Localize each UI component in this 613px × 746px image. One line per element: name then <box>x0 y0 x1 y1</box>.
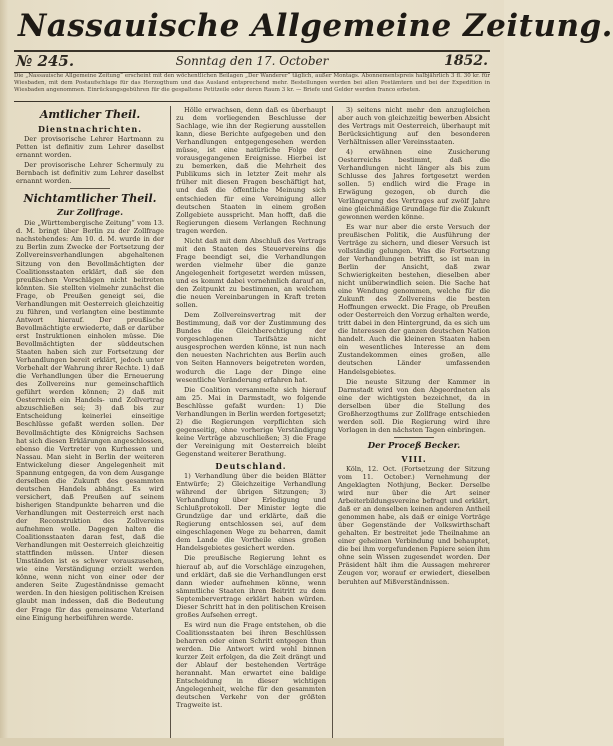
article-paragraph: Hölle erwachsen, denn daß es überhaupt zu dem vorliegenden Beschlusse der Sachlage, wie ihn der Regierung ausstellen kann, diese Berichte aufgegeben und den Verhandlungen entgegengesehen werden müsse, ist eine natürliche Folge der vorausgegangenen Ereignisse. Hierbei ist zu bemerken, daß die Mehrheit des Publikums sich in letzter Zeit mehr als früher mit diesen Fragen beschäftigt hat, und daß die öffentliche Meinung sich entschieden für eine Vereinigung aller deutschen Staaten in einem großen Zollgebiete ausspricht. Man hofft, daß die Regierungen diesem Verlangen Rechnung tragen werden. <box>176 106 326 235</box>
issue-number: № 245. <box>16 52 75 70</box>
article-paragraph: Es wird nun die Frage entstehen, ob die Coalitionsstaaten bei ihren Beschlüssen beharren oder einen Schritt entgegen thun werden. Die Antwort wird wohl binnen kurzer Zeit erfolgen, da die Zeit drängt und der Ablauf der bestehenden Verträge herannaht. Man erwartet eine baldige Entscheidung in dieser wichtigen Angelegenheit, welche für den gesammten deutschen Verkehr von der größten Tragweite ist. <box>176 620 326 710</box>
section-heading-official: Amtlicher Theil. <box>39 108 141 121</box>
article-paragraph: Es war nur aber die erste Versuch der preußischen Politik, die Ausführung der Verträge zu sichern, und dieser Versuch ist vollständig gelungen. Was die Fortsetzung der Verhandlungen betrifft, so ist man in Berlin der Ansicht, daß zwar Schwierigkeiten bestehen, dieselben aber nicht unüberwindlich seien. Die Sache hat eine Wendung genommen, welche für die Zukunft des Zollvereins die besten Hoffnungen erweckt. Die Frage, ob Preußen oder Oesterreich den Vorzug erhalten werde, tritt dabei in den Hintergrund, da es sich um die Interessen der ganzen deutschen Nation handelt. Auch die kleineren Staaten haben ein wesentliches Interesse an dem Zustandekommen eines großen, alle deutschen Länder umfassenden Handelsgebietes. <box>338 222 490 376</box>
subheading-germany: Deutschland. <box>215 461 287 472</box>
article-paragraph: Dem Zollvereinsvertrag mit der Bestimmung, daß vor der Zustimmung des Bundes die Gleichberechtigung der vorgeschlagenen Tarifsätze nicht ausgesprochen werden könne, ist nun nach den neuesten Nachrichten aus Berlin auch von Seiten Hannovers beigetreten worden, wodurch die Lage der Dinge eine wesentliche Veränderung erfahren hat. <box>176 311 326 384</box>
dateline <box>14 50 490 73</box>
section-heading-unofficial: Nichtamtlicher Theil. <box>23 192 157 206</box>
newspaper-masthead: Nassauische Allgemeine Zeitung. <box>18 8 613 44</box>
article-paragraph: Die preußische Regierung lehnt es hierauf ab, auf die Vorschläge einzugehen, und erklärt, daß sie die Verhandlungen erst dann wieder aufnehmen könne, wenn sämmtliche Staaten ihren Beitritt zu dem Septembervertrage erklärt haben würden. Dieser Schritt hat in den politischen Kreisen großes Aufsehen erregt. <box>176 554 326 619</box>
article-paragraph: Die Coalition versammelte sich hierauf am 25. Mai in Darmstadt, wo folgende Beschlüsse gefaßt wurden: 1) Die Verhandlungen in Berlin werden fortgesetzt; 2) die Regierungen verpflichten sich gegenseitig, ohne vorherige Verständigung keine Verträge abzuschließen; 3) die Frage der Vereinigung mit Oesterreich bleibt Gegenstand weiterer Berathung. <box>176 385 326 458</box>
issue-date: Sonntag den 17. October <box>175 54 329 68</box>
column-rule <box>170 106 171 740</box>
article-paragraph: 3) seitens nicht mehr den anzugleichen aber auch von gleichzeitig bewerben Absicht des Vertrags mit Oesterreich, überhaupt mit Berücksichtigung auf den besonderen Verhältnissen aller Vereinsstaaten. <box>338 106 490 147</box>
article-paragraph: Der provisorische Lehrer Hartmann zu Petten ist definitiv zum Lehrer daselbst ernannt worden. <box>16 135 164 160</box>
page-bottom-edge <box>0 738 504 746</box>
article-paragraph: Nicht daß mit dem Abschluß des Vertrags mit den Staaten des Steuervereins die Frage beendigt sei, die Verhandlungen werden vielmehr über die ganze Angelegenheit fortgesetzt werden müssen, und es kommt dabei vornehmlich darauf an, den Zeitpunkt zu bestimmen, an welchem die neuen Vereinbarungen in Kraft treten sollen. <box>176 236 326 310</box>
column-middle <box>176 106 326 740</box>
article-paragraph: Die „Württembergische Zeitung“ vom 13. d. M. bringt über Berlin zu der Zollfrage nachstehendes: Am 10. d. M. wurde in der zu Berlin zum Zwecke der Fortsetzung der Zollvereinsverhandlungen abgehaltenen Sitzung von den Bevollmächtigten der Coalitionsstaaten erklärt, daß sie den preußischen Vorschlägen nicht beitreten könnten. Sie stellten vielmehr zunächst die Frage, ob Preußen geneigt sei, die Verhandlungen mit Oesterreich gleichzeitig zu führen, und verlangten eine bestimmte Antwort hierauf. Der preußische Bevollmächtigte erwiederte, daß er darüber erst Instruktionen einholen müsse. Die Bevollmächtigten der süddeutschen Staaten haben sich zur Fortsetzung der Verhandlungen bereit erklärt, jedoch unter Vorbehalt der Wahrung ihrer Rechte. 1) daß die Verhandlungen über die Erneuerung des Zollvereins nur gemeinschaftlich geführt werden können; 2) daß mit Oesterreich ein Handels- und Zollvertrag abzuschließen sei; 3) daß bis zur Entscheidung keinerlei einseitige Beschlüsse gefaßt werden sollen. Der Bevollmächtigte des Königreichs Sachsen hat sich diesen Erklärungen angeschlossen, ebenso die Vertreter von Kurhessen und Nassau. Man sieht in Berlin der weiteren Entwickelung dieser Angelegenheit mit Spannung entgegen, da von dem Ausgange derselben die Zukunft des gesammten deutschen Handels abhängt. Es wird versichert, daß Preußen auf seinem bisherigen Standpunkte beharren und die Verhandlungen mit Oesterreich erst nach der Reconstruktion des Zollvereins aufnehmen wolle. Dagegen halten die Coalitionsstaaten daran fest, daß die Verhandlungen mit Oesterreich gleichzeitig stattfinden müssen. Unter diesen Umständen ist es schwer vorauszusehen, wie eine Verständigung erzielt werden könne, wenn nicht von einer oder der anderen Seite Zugeständnisse gemacht werden. In den hiesigen politischen Kreisen glaubt man indessen, daß die Bedeutung der Frage für das gemeinsame Vaterland eine Einigung herbeiführen werde. <box>16 219 164 622</box>
article-paragraph: Die neuste Sitzung der Kammer in Darmstadt wird von den Abgeordneten als eine der wichtigsten bezeichnet, da in derselben über die Stellung des Großherzogthums zur Zollfrage entschieden werden soll. Die Regierung wird ihre Vorlagen in den nächsten Tagen einbringen. <box>338 377 490 434</box>
column-right <box>338 106 490 740</box>
article-paragraph: Köln, 12. Oct. (Fortsetzung der Sitzung vom 11. October.) Vernehmung der Angeklagten Nothjung, Becker. Derselbe wird nur über die Art seiner Arbeiterbildungsvereine befragt und erklärt, daß er an denselben keinen anderen Antheil genommen habe, als daß er einige Vorträge über Gegenstände der Volkswirthschaft gehalten. Er bestreitet jede Theilnahme an einer geheimen Verbindung und behauptet, die bei ihm vorgefundenen Papiere seien ihm ohne sein Wissen zugesendet worden. Der Präsident hält ihm die Aussagen mehrerer Zeugen vor, worauf er erwiedert, dieselben beruhten auf Mißverständnissen. <box>338 464 490 586</box>
column-rule <box>332 106 333 740</box>
page-edge <box>0 0 8 746</box>
article-paragraph: 4) erwähnen eine Zusicherung Oesterreichs bestimmt, daß die Verhandlungen nicht länger als bis zum Schlusse des Jahres fortgesetzt werden sollen. 5) endlich wird die Frage in Erwägung gezogen, ob durch die Verlängerung des Vertrages auf zwölf Jahre eine gleichmäßige Grundlage für die Zukunft gewonnen werden könne. <box>338 148 490 221</box>
article-part-number: VIII. <box>401 453 427 464</box>
divider <box>394 437 434 438</box>
article-heading-trial: Der Proceß Becker. <box>367 440 461 451</box>
divider <box>70 188 110 189</box>
article-heading-customs: Zur Zollfrage. <box>56 208 124 219</box>
subheading-service-news: Dienstnachrichten. <box>37 124 143 134</box>
article-paragraph: Der provisorische Lehrer Schermuly zu Bernbach ist definitiv zum Lehrer daselbst ernannt worden. <box>16 161 164 186</box>
article-paragraph: 1) Verhandlung über die beiden Blätter Entwürfe; 2) Gleichzeitige Verhandlung während der übrigen Sitzungen; 3) Verhandlung über Erledigung und Schlußprotokoll. Der Minister legte die Grundzüge dar und erklärte, daß die Regierung entschlossen sei, auf dem eingeschlagenen Wege zu beharren, damit dem Lande die Vortheile eines großen Handelsgebietes gesichert werden. <box>176 472 326 553</box>
subscription-notice: Die „Nassauische Allgemeine Zeitung“ erscheint mit den wöchentlichen Beilagen „Der Wanderer“ täglich, außer Montags. Abonnementspreis halbjährlich 3 fl. 30 kr. für Wiesbaden, mit dem Postaufschlage für das Herzogthum und das Ausland entsprechend mehr. Bestellungen werden bei allen Postämtern und bei der Expedition in Wiesbaden angenommen. Einrückungsgebühren für die gespaltene Petitzeile oder deren Raum 3 kr. — Briefe und Gelder werden franco erbeten. <box>14 73 490 102</box>
issue-year: 1852. <box>444 53 488 69</box>
column-left <box>16 106 164 740</box>
